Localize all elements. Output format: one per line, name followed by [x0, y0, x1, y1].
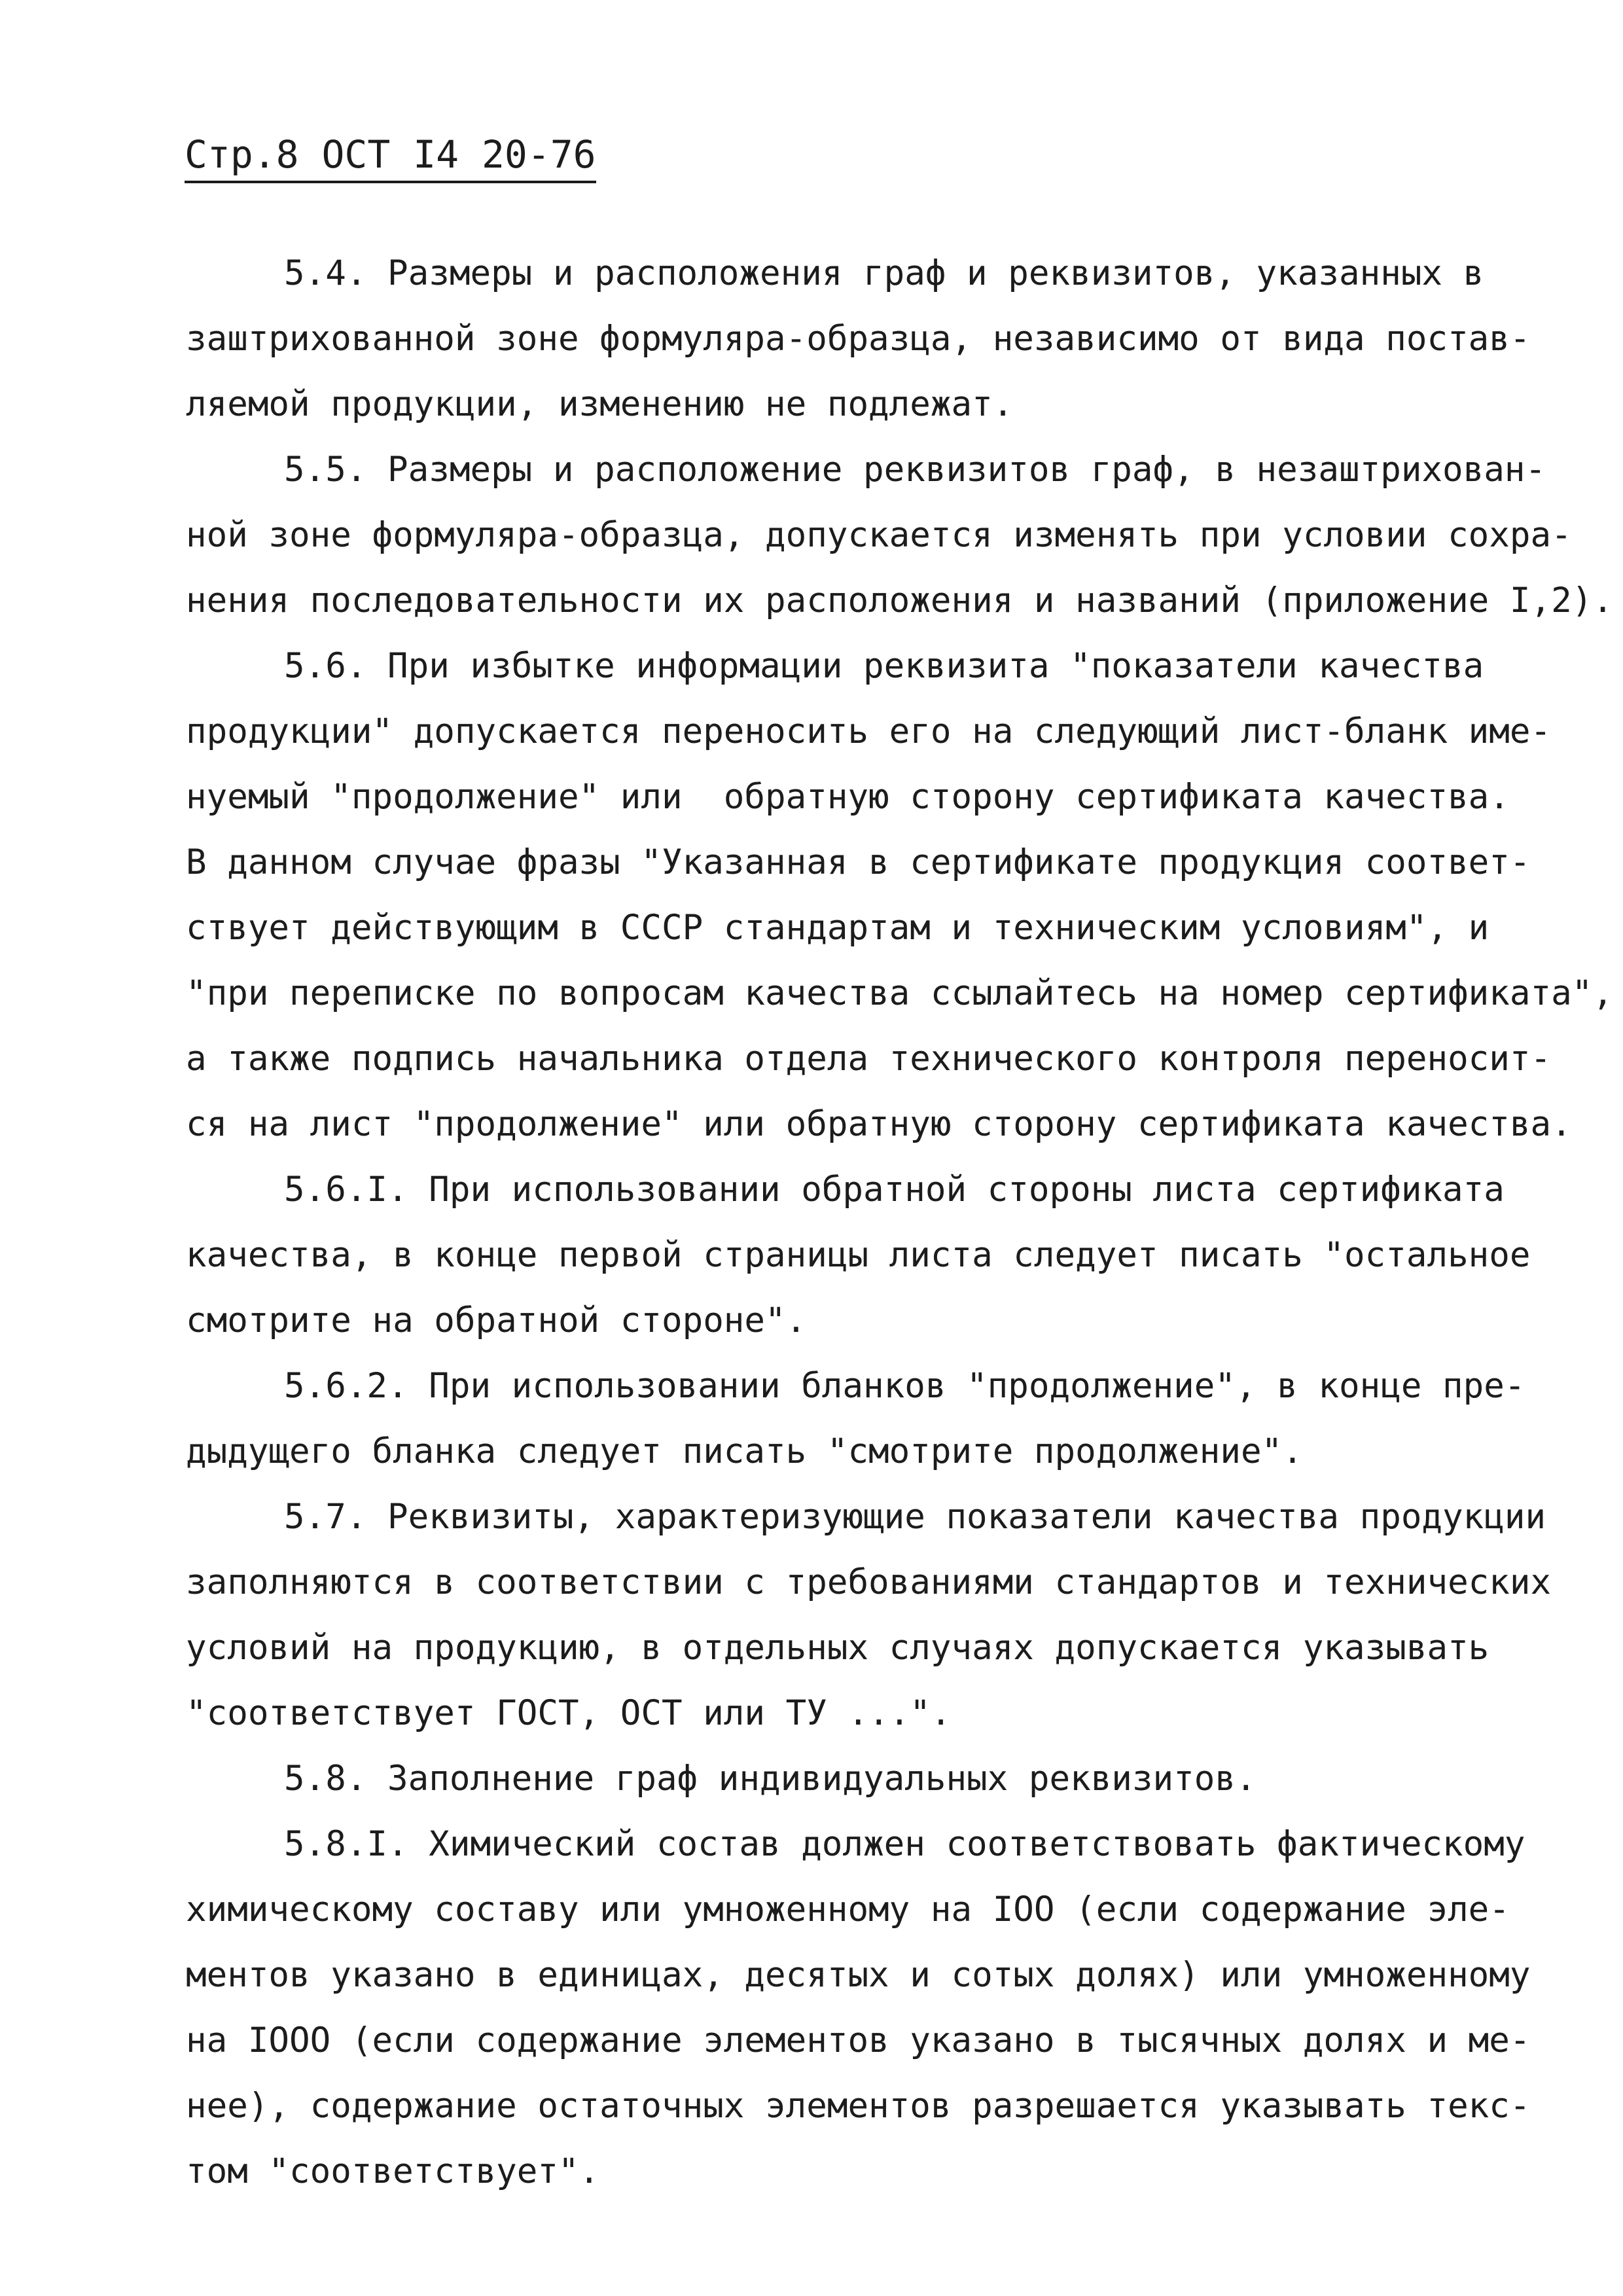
paragraph-5-7-line: заполняются в соответствии с требованиями стандартов и технических: [186, 1562, 1552, 1602]
paragraph-5-8-1-line: нее), содержание остаточных элементов разрешается указывать текс-: [186, 2086, 1531, 2126]
paragraph-5-6-2-line: дыдущего бланка следует писать "смотрите продолжение".: [186, 1431, 1303, 1471]
paragraph-5-6-line: "при переписке по вопросам качества ссылайтесь на номер сертификата",: [186, 973, 1613, 1013]
paragraph-5-8-1-line: том "соответствует".: [186, 2151, 600, 2191]
paragraph-5-4-line: ляемой продукции, изменению не подлежат.: [186, 384, 1014, 424]
paragraph-5-6-line: нуемый "продолжение" или обратную сторону сертификата качества.: [186, 777, 1510, 817]
paragraph-5-8-1-line: химическому составу или умноженному на IOO (если содержание эле-: [186, 1890, 1510, 1929]
paragraph-5-6-line: продукции" допускается переносить его на следующий лист-бланк име-: [186, 711, 1552, 751]
paragraph-5-6-line: 5.6. При избытке информации реквизита "показатели качества: [284, 646, 1484, 686]
paragraph-5-6-line: ся на лист "продолжение" или обратную сторону сертификата качества.: [186, 1104, 1572, 1144]
paragraph-5-8-1-line: на IOOO (если содержание элементов указано в тысячных долях и ме-: [186, 2020, 1531, 2060]
paragraph-5-8-line: 5.8. Заполнение граф индивидуальных реквизитов.: [284, 1759, 1257, 1799]
paragraph-5-7-line: условий на продукцию, в отдельных случаях допускается указывать: [186, 1628, 1489, 1668]
paragraph-5-4-line: заштрихованной зоне формуляра-образца, независимо от вида постав-: [186, 319, 1531, 359]
paragraph-5-8-1-line: ментов указано в единицах, десятых и сотых долях) или умноженному: [186, 1955, 1531, 1995]
document-body: [186, 241, 1613, 2204]
paragraph-5-4-line: 5.4. Размеры и расположения граф и реквизитов, указанных в: [284, 253, 1484, 293]
paragraph-5-8-1-line: 5.8.I. Химический состав должен соответствовать фактическому: [284, 1824, 1525, 1864]
paragraph-5-6-1-line: качества, в конце первой страницы листа следует писать "остальное: [186, 1235, 1531, 1275]
paragraph-5-6-line: ствует действующим в СССР стандартам и техническим условиям", и: [186, 908, 1489, 948]
paragraph-5-5-line: нения последовательности их расположения и названий (приложение I,2).: [186, 581, 1613, 620]
paragraph-5-5-line: 5.5. Размеры и расположение реквизитов граф, в незаштрихован-: [284, 450, 1546, 490]
paragraph-5-6-2-line: 5.6.2. При использовании бланков "продолжение", в конце пре-: [284, 1366, 1525, 1406]
paragraph-5-7-line: 5.7. Реквизиты, характеризующие показатели качества продукции: [284, 1497, 1546, 1537]
page-header: Стр.8 ОСТ I4 20-76: [185, 128, 596, 183]
paragraph-5-6-line: В данном случае фразы "Указанная в сертификате продукция соответ-: [186, 842, 1531, 882]
paragraph-5-6-1-line: 5.6.I. При использовании обратной стороны листа сертификата: [284, 1170, 1505, 1210]
paragraph-5-6-line: а также подпись начальника отдела технического контроля переносит-: [186, 1039, 1552, 1079]
paragraph-5-5-line: ной зоне формуляра-образца, допускается изменять при условии сохра-: [186, 515, 1572, 555]
paragraph-5-7-line: "соответствует ГОСТ, ОСТ или ТУ ...".: [186, 1693, 952, 1733]
paragraph-5-6-1-line: смотрите на обратной стороне".: [186, 1300, 807, 1340]
